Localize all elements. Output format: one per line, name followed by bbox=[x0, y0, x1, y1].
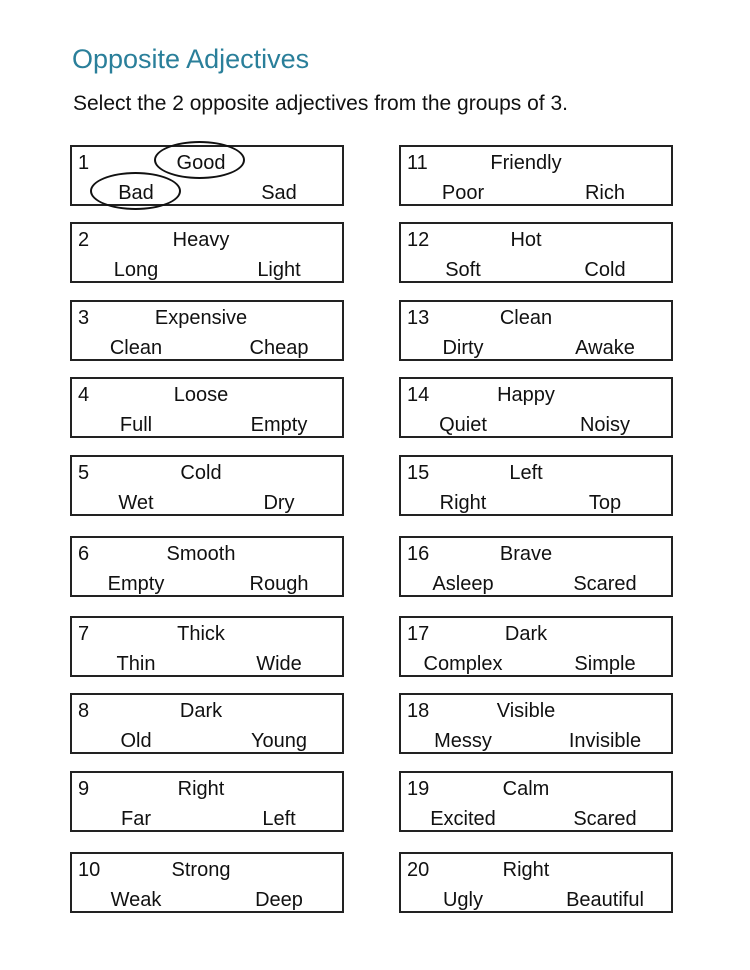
word-bottom-right[interactable]: Simple bbox=[574, 653, 636, 675]
group-number: 1 bbox=[78, 152, 90, 174]
word-bottom-right[interactable]: Rich bbox=[584, 182, 626, 204]
word-bottom-left[interactable]: Bad bbox=[118, 182, 154, 204]
word-bottom-left[interactable]: Long bbox=[113, 259, 159, 281]
instructions: Select the 2 opposite adjectives from the groups of 3. bbox=[73, 92, 568, 115]
word-bottom-left[interactable]: Poor bbox=[441, 182, 485, 204]
word-bottom-right[interactable]: Awake bbox=[575, 337, 635, 359]
group-number: 9 bbox=[78, 778, 90, 800]
word-bottom-right[interactable]: Cold bbox=[584, 259, 626, 281]
group-number: 5 bbox=[78, 462, 90, 484]
word-bottom-right[interactable]: Rough bbox=[249, 573, 309, 595]
selection-circle-good bbox=[154, 141, 245, 179]
word-top[interactable]: Right bbox=[177, 778, 225, 800]
word-top[interactable]: Friendly bbox=[490, 152, 562, 174]
word-top[interactable]: Strong bbox=[171, 859, 231, 881]
word-bottom-left[interactable]: Clean bbox=[109, 337, 163, 359]
word-top[interactable]: Expensive bbox=[154, 307, 248, 329]
group-box-15 bbox=[399, 455, 673, 516]
word-top[interactable]: Dark bbox=[504, 623, 548, 645]
word-top[interactable]: Thick bbox=[177, 623, 225, 645]
word-bottom-left[interactable]: Full bbox=[119, 414, 153, 436]
word-top[interactable]: Brave bbox=[499, 543, 553, 565]
word-bottom-left[interactable]: Wet bbox=[118, 492, 154, 514]
word-top[interactable]: Clean bbox=[499, 307, 553, 329]
group-number: 17 bbox=[407, 623, 430, 645]
word-top[interactable]: Happy bbox=[497, 384, 555, 406]
word-bottom-right[interactable]: Deep bbox=[255, 889, 303, 911]
group-box-2 bbox=[70, 222, 344, 283]
group-number: 16 bbox=[407, 543, 430, 565]
word-top[interactable]: Calm bbox=[502, 778, 550, 800]
word-top[interactable]: Loose bbox=[173, 384, 229, 406]
word-top[interactable]: Right bbox=[502, 859, 550, 881]
word-top[interactable]: Hot bbox=[510, 229, 542, 251]
group-box-13 bbox=[399, 300, 673, 361]
word-bottom-right[interactable]: Noisy bbox=[579, 414, 631, 436]
word-bottom-left[interactable]: Thin bbox=[116, 653, 156, 675]
group-box-12 bbox=[399, 222, 673, 283]
group-box-11 bbox=[399, 145, 673, 206]
word-bottom-left[interactable]: Right bbox=[439, 492, 487, 514]
group-number: 13 bbox=[407, 307, 430, 329]
word-bottom-left[interactable]: Weak bbox=[110, 889, 162, 911]
word-bottom-left[interactable]: Soft bbox=[445, 259, 481, 281]
word-top[interactable]: Dark bbox=[179, 700, 223, 722]
group-box-7 bbox=[70, 616, 344, 677]
word-bottom-right[interactable]: Top bbox=[588, 492, 622, 514]
group-number: 8 bbox=[78, 700, 90, 722]
group-box-18 bbox=[399, 693, 673, 754]
group-number: 6 bbox=[78, 543, 90, 565]
word-bottom-right[interactable]: Scared bbox=[573, 573, 637, 595]
word-bottom-left[interactable]: Quiet bbox=[439, 414, 487, 436]
group-box-20 bbox=[399, 852, 673, 913]
word-bottom-left[interactable]: Excited bbox=[430, 808, 496, 830]
group-box-19 bbox=[399, 771, 673, 832]
word-bottom-right[interactable]: Scared bbox=[573, 808, 637, 830]
group-box-14 bbox=[399, 377, 673, 438]
word-top[interactable]: Visible bbox=[496, 700, 556, 722]
word-bottom-right[interactable]: Wide bbox=[256, 653, 302, 675]
word-bottom-left[interactable]: Messy bbox=[434, 730, 492, 752]
word-top[interactable]: Smooth bbox=[166, 543, 236, 565]
group-number: 7 bbox=[78, 623, 90, 645]
word-bottom-right[interactable]: Empty bbox=[250, 414, 308, 436]
word-bottom-left[interactable]: Ugly bbox=[442, 889, 484, 911]
group-number: 4 bbox=[78, 384, 90, 406]
group-number: 18 bbox=[407, 700, 430, 722]
page-title: Opposite Adjectives bbox=[72, 44, 310, 74]
word-top[interactable]: Heavy bbox=[172, 229, 230, 251]
group-number: 19 bbox=[407, 778, 430, 800]
word-bottom-left[interactable]: Asleep bbox=[432, 573, 494, 595]
group-box-3 bbox=[70, 300, 344, 361]
group-number: 3 bbox=[78, 307, 90, 329]
word-bottom-right[interactable]: Dry bbox=[263, 492, 295, 514]
group-box-16 bbox=[399, 536, 673, 597]
group-number: 12 bbox=[407, 229, 430, 251]
word-bottom-right[interactable]: Beautiful bbox=[566, 889, 644, 911]
word-top[interactable]: Left bbox=[509, 462, 543, 484]
group-box-5 bbox=[70, 455, 344, 516]
word-bottom-left[interactable]: Old bbox=[120, 730, 152, 752]
group-box-8 bbox=[70, 693, 344, 754]
word-bottom-right[interactable]: Invisible bbox=[568, 730, 642, 752]
word-bottom-right[interactable]: Cheap bbox=[249, 337, 309, 359]
group-number: 2 bbox=[78, 229, 90, 251]
group-box-10 bbox=[70, 852, 344, 913]
group-box-17 bbox=[399, 616, 673, 677]
word-bottom-left[interactable]: Empty bbox=[107, 573, 165, 595]
group-number: 10 bbox=[78, 859, 101, 881]
word-bottom-left[interactable]: Far bbox=[121, 808, 151, 830]
word-top[interactable]: Cold bbox=[180, 462, 222, 484]
group-box-4 bbox=[70, 377, 344, 438]
group-number: 20 bbox=[407, 859, 430, 881]
word-top[interactable]: Good bbox=[176, 152, 226, 174]
group-box-6 bbox=[70, 536, 344, 597]
word-bottom-left[interactable]: Dirty bbox=[442, 337, 484, 359]
group-box-9 bbox=[70, 771, 344, 832]
word-bottom-right[interactable]: Young bbox=[251, 730, 307, 752]
word-bottom-right[interactable]: Left bbox=[262, 808, 296, 830]
group-number: 14 bbox=[407, 384, 430, 406]
group-number: 15 bbox=[407, 462, 430, 484]
word-bottom-left[interactable]: Complex bbox=[423, 653, 503, 675]
word-bottom-right[interactable]: Sad bbox=[261, 182, 297, 204]
group-number: 11 bbox=[407, 152, 428, 174]
word-bottom-right[interactable]: Light bbox=[257, 259, 301, 281]
selection-circle-bad bbox=[90, 172, 181, 210]
